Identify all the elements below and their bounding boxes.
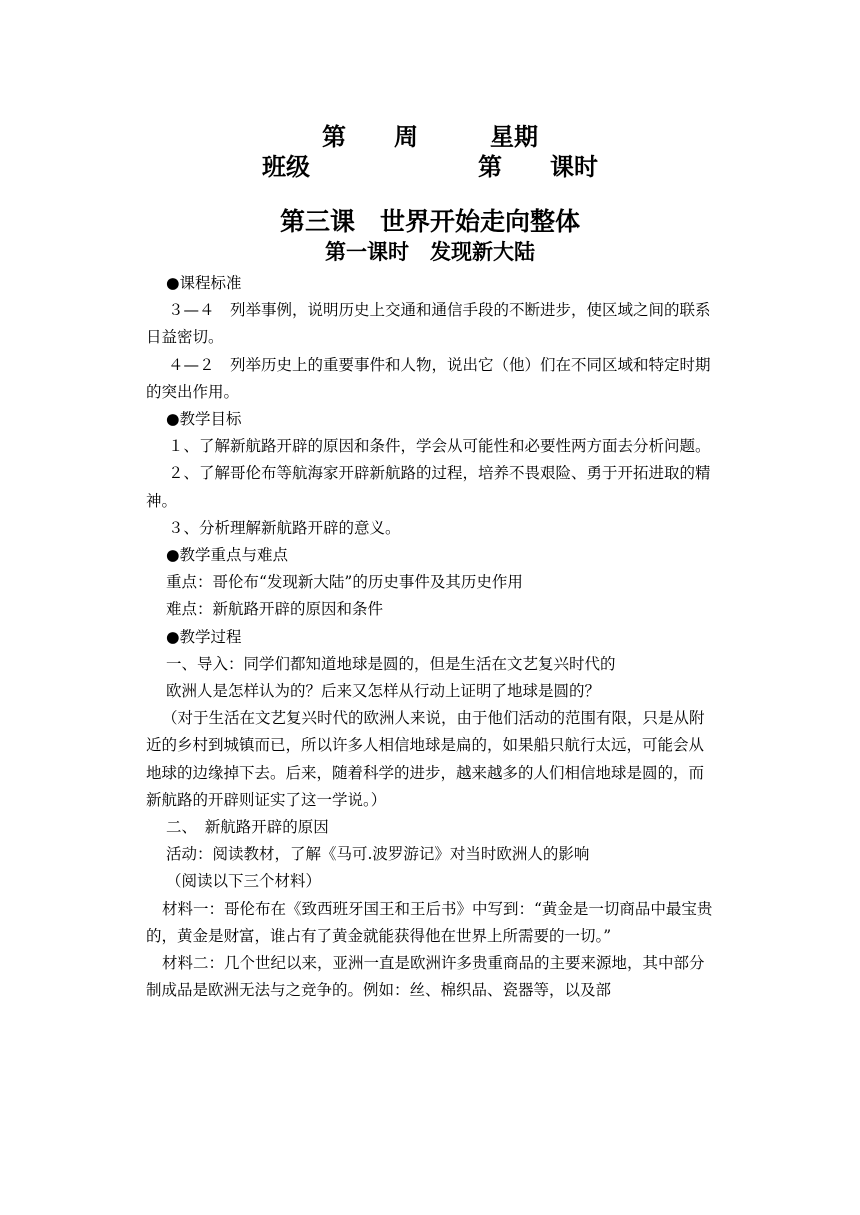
section-heading-key-points: ● 教学重点与难点 [146,542,716,569]
section-heading-curriculum: ● 课程标准 [146,270,716,297]
section-heading-objectives: ● 教学目标 [146,406,716,433]
week-day-line: 第 周 星期 [322,122,538,151]
document-body [146,270,716,1004]
paragraph: （阅读以下三个材料） [166,872,322,891]
paragraph: 重点：哥伦布“发现新大陆”的历史事件及其历史作用 [166,573,523,592]
paragraph: 二、 新航路开辟的原因 [166,818,329,837]
paragraph: 材料二：几个世纪以来，亚洲一直是欧洲许多贵重商品的主要来源地，其中部分制成品是欧洲无法与之竞争的。例如：丝、棉织品、瓷器等，以及部 [146,954,705,1000]
paragraph: 欧洲人是怎样认为的？后来又怎样从行动上证明了地球是圆的？ [166,682,601,701]
paragraph: ２、了解哥伦布等航海家开辟新航路的过程，培养不畏艰险、勇于开拓进取的精神。 [146,464,711,510]
lesson-title: 第三课 世界开始走向整体 [279,207,580,236]
paragraph: 难点：新航路开辟的原因和条件 [166,600,384,619]
paragraph: ３、分析理解新航路开辟的意义。 [168,518,401,537]
paragraph: ３—４ 列举事例，说明历史上交通和通信手段的不断进步，使区域之间的联系日益密切。 [146,301,711,347]
lesson-subtitle: 第一课时 发现新大陆 [325,239,535,264]
paragraph: （对于生活在文艺复兴时代的欧洲人来说，由于他们活动的范围有限，只是从附近的乡村到城镇而已，所以许多人相信地球是扁的，如果船只航行太远，可能会从地球的边缘掉下去。后来，随着科学的进步，越来越多的人们相信地球是圆的，而新航路的开辟则证实了这一学说。） [146,709,705,809]
paragraph: 材料一：哥伦布在《致西班牙国王和王后书》中写到：“黄金是一切商品中最宝贵的，黄金是财富，谁占有了黄金就能获得他在世界上所需要的一切。” [146,899,713,945]
paragraph: ４—２ 列举历史上的重要事件和人物，说出它（他）们在不同区域和特定时期的突出作用。 [146,355,711,401]
paragraph: 一、导入：同学们都知道地球是圆的，但是生活在文艺复兴时代的 [166,654,616,673]
paragraph: 活动：阅读教材，了解《马可.波罗游记》对当时欧洲人的影响 [166,845,590,864]
paragraph: １、了解新航路开辟的原因和条件，学会从可能性和必要性两方面去分析问题。 [168,437,711,456]
class-period-line: 班级 第 课时 [262,152,598,181]
section-heading-process: ● 教学过程 [146,624,716,651]
